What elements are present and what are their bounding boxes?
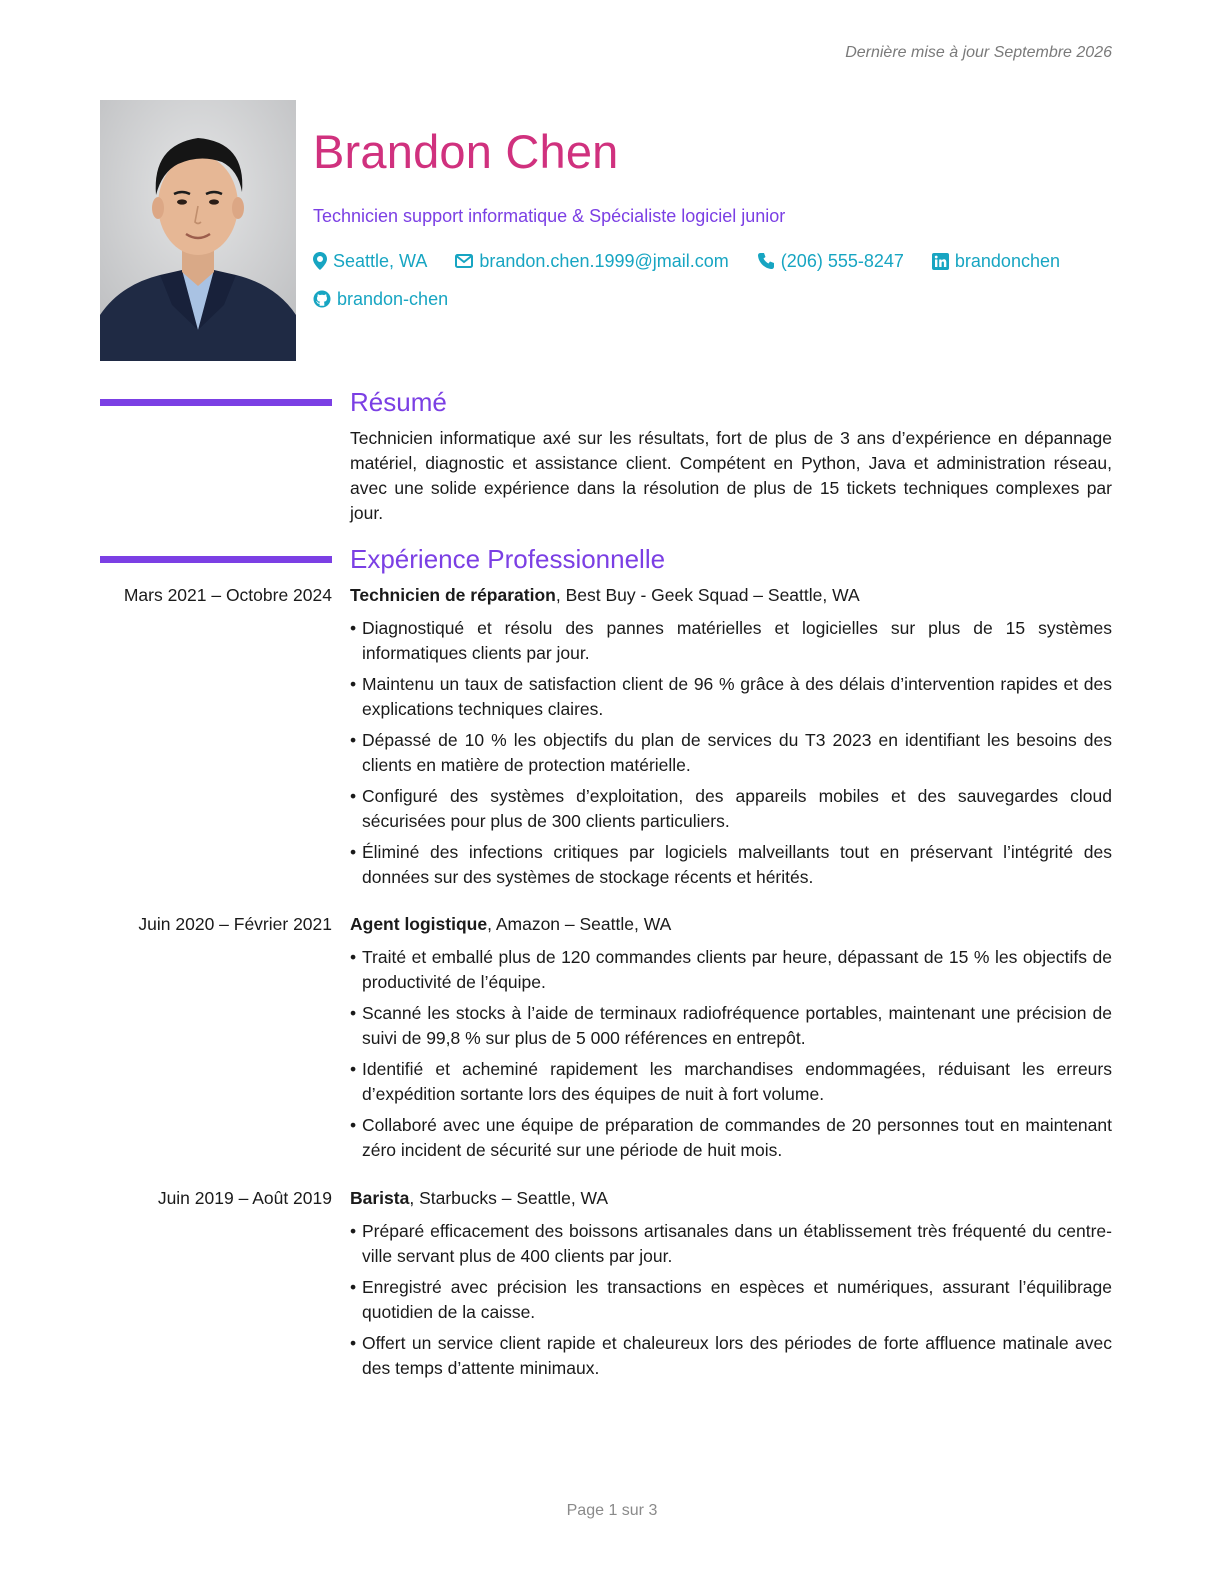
email-icon: [455, 254, 473, 268]
list-item: • Collaboré avec une équipe de préparation de commandes de 20 personnes tout en maintenant zéro incident de sécurité sur une période de huit mois.: [350, 1115, 1112, 1160]
job-heading: [350, 582, 1112, 608]
section-bar-experience: [100, 556, 332, 563]
contact-email[interactable]: [455, 248, 728, 274]
list-item: • Préparé efficacement des boissons artisanales dans un établissement très fréquenté du centre-ville servant plus de 400 clients par jour.: [350, 1221, 1112, 1266]
job-company: , Starbucks – Seattle, WA: [409, 1188, 609, 1208]
contact-linkedin[interactable]: [932, 248, 1060, 274]
job-bullets: [350, 616, 1112, 896]
job-company: , Amazon – Seattle, WA: [487, 914, 672, 934]
list-item: • Traité et emballé plus de 120 commandes clients par heure, dépassant de 15 % les objectifs de productivité de l’équipe.: [350, 947, 1112, 992]
candidate-name: Brandon Chen: [313, 125, 619, 178]
last-updated: Dernière mise à jour Septembre 2026: [845, 44, 1112, 61]
github-icon: [313, 290, 331, 308]
contact-list: [313, 248, 1103, 312]
section-title-experience: Expérience Professionnelle: [350, 544, 666, 574]
profile-photo: [100, 100, 296, 361]
contact-location[interactable]: [313, 248, 427, 274]
contact-location-text: Seattle, WA: [333, 251, 428, 271]
list-item: • Maintenu un taux de satisfaction client de 96 % grâce à des délais d’intervention rapides et des explications techniques claires.: [350, 674, 1112, 719]
location-icon: [313, 252, 327, 270]
list-item: • Dépassé de 10 % les objectifs du plan de services du T3 2023 en identifiant les besoins des clients en matière de protection matérielle.: [350, 730, 1112, 775]
page-number: Page 1 sur 3: [566, 1502, 658, 1519]
job-company: , Best Buy - Geek Squad – Seattle, WA: [555, 585, 860, 605]
job-dates: Juin 2019 – Août 2019: [157, 1188, 332, 1208]
phone-icon: [757, 252, 775, 270]
list-item: • Diagnostiqué et résolu des pannes matérielles et logicielles sur plus de 15 systèmes informatiques clients par jour.: [350, 618, 1112, 663]
list-item: • Identifié et acheminé rapidement les marchandises endommagées, réduisant les erreurs d’expédition sortante lors des équipes de nuit à fort volume.: [350, 1059, 1112, 1104]
contact-linkedin-text: brandonchen: [954, 251, 1060, 271]
contact-phone-text: (206) 555-8247: [780, 251, 904, 271]
contact-phone[interactable]: [757, 248, 904, 274]
list-item: • Scanné les stocks à l’aide de terminaux radiofréquence portables, maintenant une précision de suivi de 99,8 % sur plus de 5 000 références en entrepôt.: [350, 1003, 1112, 1048]
header: [313, 122, 1113, 312]
summary-text: Technicien informatique axé sur les résultats, fort de plus de 3 ans d’expérience en dépannage matériel, diagnostic et assistance client. Compétent en Python, Java et administration réseau, avec une solide expérience dans la résolution de plus de 15 tickets techniques complexes par jour.: [350, 428, 1112, 523]
headline: Technicien support informatique & Spécialiste logiciel junior: [313, 206, 786, 226]
portrait-image: [100, 100, 296, 361]
job-heading: [350, 911, 1112, 937]
linkedin-icon: [932, 253, 949, 270]
list-item: • Offert un service client rapide et chaleureux lors des périodes de forte affluence matinale avec des temps d’attente minimaux.: [350, 1333, 1112, 1378]
section-bar-summary: [100, 399, 332, 406]
job-role: Agent logistique: [350, 914, 488, 934]
list-item: • Éliminé des infections critiques par logiciels malveillants tout en préservant l’intégrité des données sur des systèmes de stockage récents et hérités.: [350, 842, 1112, 887]
job-bullets: [350, 945, 1112, 1169]
job-dates: Juin 2020 – Février 2021: [138, 914, 332, 934]
job-role: Barista: [350, 1188, 410, 1208]
contact-email-text: brandon.chen.1999@jmail.com: [479, 251, 729, 271]
list-item: • Enregistré avec précision les transactions en espèces et numériques, assurant l’équilibrage quotidien de la caisse.: [350, 1277, 1112, 1322]
contact-github-text: brandon-chen: [337, 289, 449, 309]
job-heading: [350, 1185, 1112, 1211]
contact-github[interactable]: [313, 286, 448, 312]
job-dates: Mars 2021 – Octobre 2024: [123, 585, 332, 605]
job-bullets: [350, 1219, 1112, 1387]
list-item: • Configuré des systèmes d’exploitation, des appareils mobiles et des sauvegardes cloud sécurisées pour plus de 300 clients particuliers.: [350, 786, 1112, 831]
job-role: Technicien de réparation: [350, 585, 556, 605]
section-title-summary: Résumé: [350, 387, 447, 417]
